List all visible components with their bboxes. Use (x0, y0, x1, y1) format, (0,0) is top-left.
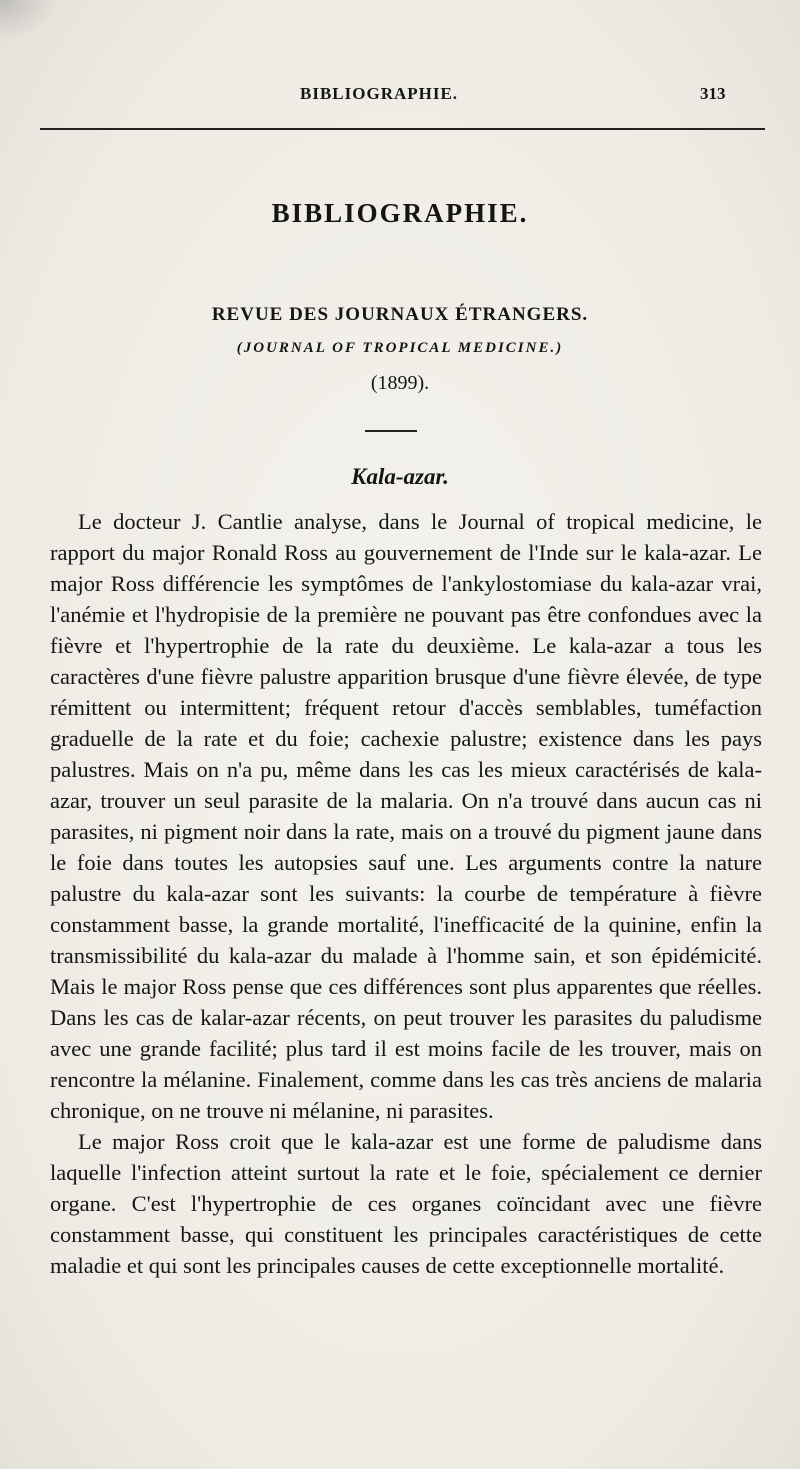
scan-smudge (0, 0, 60, 40)
paragraph-1: Le docteur J. Cantlie analyse, dans le Journal of tropical medicine, le rapport du major Ronald Ross au gouvernement de l'Inde sur le kala-azar. Le major Ross différencie les symptômes de l'ankylostomiase du kala-azar vrai, l'anémie et l'hydropisie de la première ne pouvant pas être confondues avec la fièvre et l'hypertrophie de la rate du deuxième. Le kala-azar a tous les caractères d'une fièvre palustre apparition brusque d'une fièvre élevée, de type rémittent ou intermittent; fréquent retour d'accès semblables, tuméfaction graduelle de la rate et du foie; cachexie palustre; existence dans les pays palustres. Mais on n'a pu, même dans les cas les mieux caractérisés de kala-azar, trouver un seul parasite de la malaria. On n'a trouvé dans aucun cas ni parasites, ni pigment noir dans la rate, mais on a trouvé du pigment jaune dans le foie dans toutes les autopsies sauf une. Les arguments contre la nature palustre du kala-azar sont les suivants: la courbe de température à fièvre constamment basse, la grande mortalité, l'inefficacité de la quinine, enfin la transmissibilité du kala-azar du malade à l'homme sain, et son épidémicité. Mais le major Ross pense que ces différences sont plus apparentes que réelles. Dans les cas de kalar-azar récents, on peut trouver les parasites du paludisme avec une grande facilité; plus tard il est moins facile de les trouver, mais on rencontre la mélanine. Finalement, comme dans les cas très anciens de malaria chronique, on ne trouve ni mélanine, ni parasites. (50, 509, 762, 1123)
header-rule (40, 128, 765, 130)
running-title: BIBLIOGRAPHIE. (300, 84, 459, 103)
page-title: BIBLIOGRAPHIE. (271, 198, 529, 228)
journal-year: (1899). (370, 372, 430, 394)
page-number: 313 (700, 84, 726, 103)
article-body (50, 506, 762, 1281)
paragraph-2: Le major Ross croit que le kala-azar est une forme de paludisme dans laquelle l'infection atteint surtout la rate et le foie, spécialement ce dernier organe. C'est l'hypertrophie de ces organes coïncidant avec une fièvre constamment basse, qui constituent les principales caractéristiques de cette maladie et qui sont les principales causes de cette exceptionnelle mortalité. (50, 1129, 762, 1278)
running-header (0, 84, 800, 114)
section-title: REVUE DES JOURNAUX ÉTRANGERS. (211, 304, 589, 325)
journal-name: (JOURNAL OF TROPICAL MEDICINE.) (236, 340, 564, 356)
section-divider (365, 430, 417, 432)
article-title: Kala-azar. (351, 464, 449, 489)
